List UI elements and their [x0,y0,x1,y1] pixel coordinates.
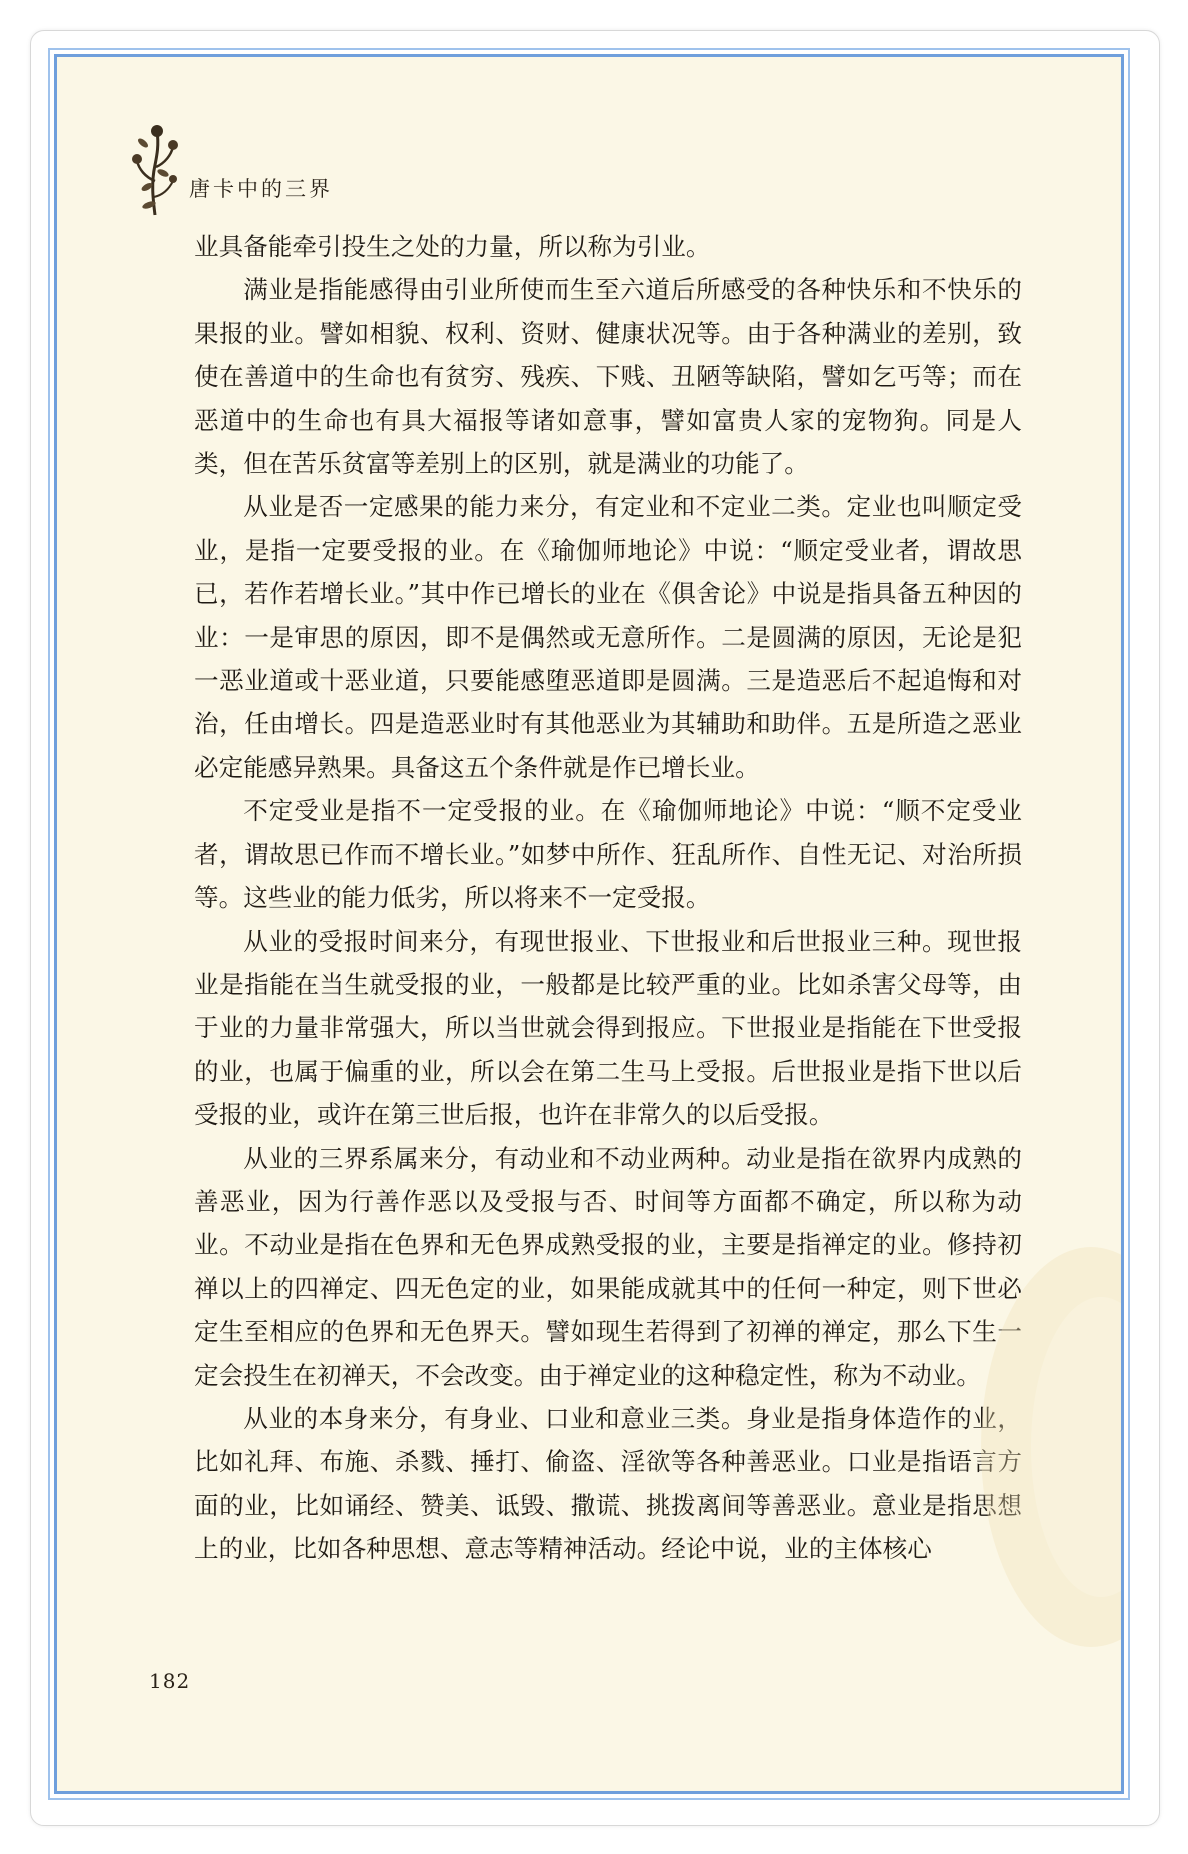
page-number: 182 [149,1669,191,1693]
paragraph: 从业是否一定感果的能力来分，有定业和不定业二类。定业也叫顺定受业，是指一定要受报的业。在《瑜伽师地论》中说：“顺定受业者，谓故思已，若作若增长业。”其中作已增长的业在《俱舍论》中说是指具备五种因的业：一是审思的原因，即不是偶然或无意所作。二是圆满的原因，无论是犯一恶业道或十恶业道，只要能感堕恶道即是圆满。三是造恶后不起追悔和对治，任由增长。四是造恶业时有其他恶业为其辅助和助伴。五是所造之恶业必定能感异熟果。具备这五个条件就是作已增长业。 [194,492,1022,782]
paragraph: 从业的三界系属来分，有动业和不动业两种。动业是指在欲界内成熟的善恶业，因为行善作恶以及受报与否、时间等方面都不确定，所以称为动业。不动业是指在色界和无色界成熟受报的业，主要是指禅定的业。修持初禅以上的四禅定、四无色定的业，如果能成就其中的任何一种定，则下世必定生至相应的色界和无色界天。譬如现生若得到了初禅的禅定，那么下生一定会投生在初禅天，不会改变。由于禅定业的这种稳定性，称为不动业。 [194,1143,1022,1390]
body-text [194,225,1022,1571]
paragraph: 不定受业是指不一定受报的业。在《瑜伽师地论》中说：“顺不定受业者，谓故思已作而不增长业。”如梦中所作、狂乱所作、自性无记、对治所损等。这些业的能力低劣，所以将来不一定受报。 [194,796,1022,913]
paragraph: 业具备能牵引投生之处的力量，所以称为引业。 [194,232,711,261]
watermark-seal [951,1237,1121,1657]
running-head: 唐卡中的三界 [189,177,333,201]
paragraph: 从业的本身来分，有身业、口业和意业三类。身业是指身体造作的业，比如礼拜、布施、杀戮、捶打、偷盗、淫欲等各种善恶业。口业是指语言方面的业，比如诵经、赞美、诋毁、撒谎、挑拨离间等善恶业。意业是指思想上的业，比如各种思想、意志等精神活动。经论中说，业的主体核心 [194,1403,1022,1564]
page-header [129,119,333,219]
paragraph: 满业是指能感得由引业所使而生至六道后所感受的各种快乐和不快乐的果报的业。譬如相貌、权利、资财、健康状况等。由于各种满业的差别，致使在善道中的生命也有贫穷、残疾、下贱、丑陋等缺陷，譬如乞丐等；而在恶道中的生命也有具大福报等诸如意事，譬如富贵人家的宠物狗。同是人类，但在苦乐贫富等差别上的区别，就是满业的功能了。 [194,275,1022,479]
book-page [54,54,1124,1794]
flower-branch-icon [129,121,181,217]
paragraph: 从业的受报时间来分，有现世报业、下世报业和后世报业三种。现世报业是指能在当生就受报的业，一般都是比较严重的业。比如杀害父母等，由于业的力量非常强大，所以当世就会得到报应。下世报业是指能在下世受报的业，也属于偏重的业，所以会在第二生马上受报。后世报业是指下世以后受报的业，或许在第三世后报，也许在非常久的以后受报。 [194,926,1022,1130]
